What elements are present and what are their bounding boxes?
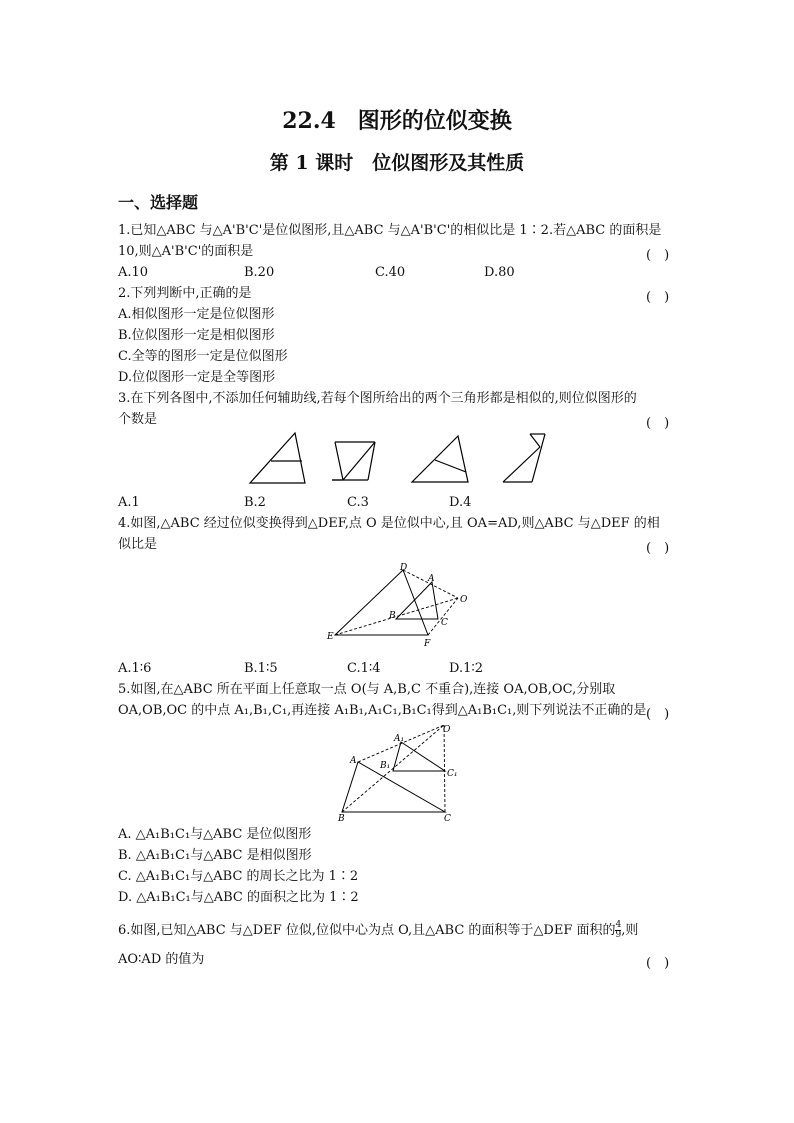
q3-option-a[interactable]: A.1 bbox=[118, 495, 140, 510]
lesson-subtitle: 第 1 课时 位似图形及其性质 bbox=[269, 152, 525, 174]
q1-option-d[interactable]: D.80 bbox=[484, 265, 515, 280]
q5-label-a1: A₁ bbox=[394, 734, 405, 744]
q5-line-co bbox=[444, 725, 445, 812]
q6-answer-blank[interactable]: ( ) bbox=[646, 956, 670, 971]
q6-fraction-num: 4 bbox=[615, 920, 622, 930]
q4-line-fo bbox=[428, 598, 458, 635]
q5-label-b1: B₁ bbox=[380, 761, 391, 771]
q3-stem-line1: 3.在下列各图中,不添加任何辅助线,若每个图所给出的两个三角形都是相似的,则位似图形的 bbox=[118, 391, 637, 406]
q3-stem-line2: 个数是 bbox=[118, 412, 158, 427]
q4-label-c: C bbox=[441, 618, 448, 628]
q1-option-c[interactable]: C.40 bbox=[375, 265, 406, 280]
q5-stem-line2: OA,OB,OC 的中点 A₁,B₁,C₁,再连接 A₁B₁,A₁C₁,B₁C₁得到△A₁B₁C₁,则下列说法不正确的是 bbox=[118, 703, 647, 718]
q3-answer-blank[interactable]: ( ) bbox=[646, 416, 670, 431]
q4-label-b: B bbox=[389, 611, 396, 621]
q5-figure bbox=[330, 720, 470, 822]
q3-option-d[interactable]: D.4 bbox=[449, 495, 472, 510]
q5-option-c[interactable]: C. △A₁B₁C₁与△ABC 的周长之比为 1∶2 bbox=[118, 869, 359, 884]
q2-option-d[interactable]: D.位似图形一定是全等图形 bbox=[118, 370, 276, 385]
q1-option-a[interactable]: A.10 bbox=[118, 265, 149, 280]
q4-label-a: A bbox=[428, 574, 435, 584]
q5-option-b[interactable]: B. △A₁B₁C₁与△ABC 是相似图形 bbox=[118, 848, 312, 863]
q2-stem: 2.下列判断中,正确的是 bbox=[118, 286, 252, 301]
section-heading: 一、选择题 bbox=[118, 193, 199, 212]
q5-option-d[interactable]: D. △A₁B₁C₁与△ABC 的面积之比为 1∶2 bbox=[118, 890, 359, 905]
q5-label-c: C bbox=[444, 814, 451, 822]
q3-figures bbox=[240, 430, 560, 490]
q5-stem-line1: 5.如图,在△ABC 所在平面上任意取一点 O(与 A,B,C 不重合),连接 OA,OB,OC,分别取 bbox=[118, 682, 616, 697]
q6-stem-post: ,则 bbox=[621, 923, 639, 938]
q3-figure-3 bbox=[412, 436, 468, 482]
q5-option-a[interactable]: A. △A₁B₁C₁与△ABC 是位似图形 bbox=[118, 827, 312, 842]
q2-option-b[interactable]: B.位似图形一定是相似图形 bbox=[118, 328, 275, 343]
q5-line-bo bbox=[342, 725, 444, 812]
q6-stem-line1 bbox=[118, 921, 638, 940]
q6-fraction-den: 9 bbox=[615, 930, 622, 940]
q3-option-b[interactable]: B.2 bbox=[244, 495, 266, 510]
q5-label-c1: C₁ bbox=[447, 769, 458, 779]
q5-label-a: A bbox=[350, 756, 357, 766]
q2-option-a[interactable]: A.相似图形一定是位似图形 bbox=[118, 307, 275, 322]
q3-option-c[interactable]: C.3 bbox=[347, 495, 369, 510]
q4-line-eo bbox=[335, 598, 458, 635]
q4-figure bbox=[320, 560, 480, 652]
q4-stem-line2: 似比是 bbox=[118, 537, 158, 552]
q4-option-b[interactable]: B.1∶5 bbox=[244, 661, 278, 676]
page-title: 22.4 图形的位似变换 bbox=[282, 108, 512, 134]
q6-stem-line2: AO∶AD 的值为 bbox=[118, 952, 205, 967]
q4-label-o: O bbox=[460, 595, 468, 605]
q4-stem-line1: 4.如图,△ABC 经过位似变换得到△DEF,点 O 是位似中心,且 OA=AD,则△ABC 与△DEF 的相 bbox=[118, 516, 660, 531]
q3-figure-1 bbox=[250, 433, 305, 483]
q4-option-a[interactable]: A.1∶6 bbox=[118, 661, 152, 676]
q4-label-f: F bbox=[424, 639, 431, 649]
q4-answer-blank[interactable]: ( ) bbox=[646, 541, 670, 556]
q3-figure-2 bbox=[332, 442, 375, 480]
q5-answer-blank[interactable]: ( ) bbox=[646, 707, 670, 722]
q2-answer-blank[interactable]: ( ) bbox=[646, 290, 670, 305]
q5-label-o: O bbox=[443, 725, 451, 735]
q1-stem-line2: 10,则△A'B'C'的面积是 bbox=[118, 244, 254, 259]
q2-option-c[interactable]: C.全等的图形一定是位似图形 bbox=[118, 349, 288, 364]
q6-stem-pre: 6.如图,已知△ABC 与△DEF 位似,位似中心为点 O,且△ABC 的面积等于△DEF 面积的 bbox=[118, 923, 616, 938]
q4-option-d[interactable]: D.1∶2 bbox=[449, 661, 484, 676]
q1-answer-blank[interactable]: ( ) bbox=[646, 248, 670, 263]
q4-triangle-def bbox=[335, 570, 428, 635]
q4-triangle-abc bbox=[396, 582, 438, 619]
q4-label-d: D bbox=[400, 563, 408, 573]
q4-option-c[interactable]: C.1∶4 bbox=[347, 661, 381, 676]
q3-figure-4 bbox=[503, 434, 545, 482]
q4-label-e: E bbox=[327, 632, 334, 642]
q1-stem-line1: 1.已知△ABC 与△A'B'C'是位似图形,且△ABC 与△A'B'C'的相似比是 1∶2.若△ABC 的面积是 bbox=[118, 223, 662, 238]
q5-label-b: B bbox=[338, 814, 345, 822]
q1-option-b[interactable]: B.20 bbox=[244, 265, 275, 280]
